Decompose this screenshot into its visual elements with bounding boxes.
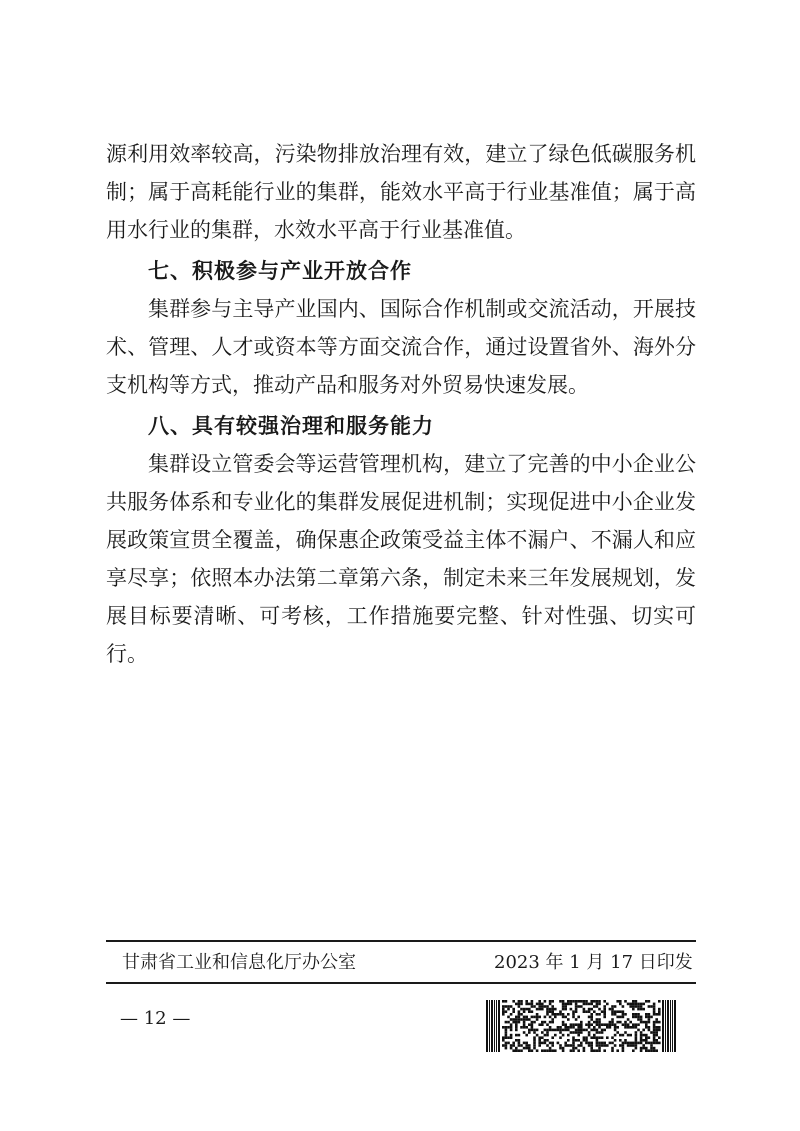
body-line: 源利用效率较高，污染物排放治理有效，建立了绿色低碳服务机 <box>106 142 696 166</box>
body-line: 展政策宣贯全覆盖，确保惠企政策受益主体不漏户、不漏人和应 <box>106 528 696 552</box>
body-line: 术、管理、人才或资本等方面交流合作，通过设置省外、海外分 <box>106 335 696 359</box>
barcode-2d-icon <box>486 1000 676 1052</box>
body-line: 展目标要清晰、可考核，工作措施要完整、针对性强、切实可 <box>106 604 696 628</box>
section-heading: 八、具有较强治理和服务能力 <box>148 414 434 438</box>
section-heading: 七、积极参与产业开放合作 <box>148 259 412 283</box>
footer-top-rule <box>106 940 696 942</box>
body-line: 用水行业的集群，水效水平高于行业基准值。 <box>106 218 526 242</box>
body-line: 集群参与主导产业国内、国际合作机制或交流活动，开展技 <box>148 297 696 321</box>
body-line: 享尽享；依照本办法第二章第六条，制定未来三年发展规划，发 <box>106 566 696 590</box>
page-number: — 12 — <box>120 1008 191 1029</box>
body-line: 行。 <box>106 642 148 666</box>
issue-date: 2023 年 1 月 17 日印发 <box>494 952 693 973</box>
issuer-name: 甘肃省工业和信息化厅办公室 <box>122 952 356 973</box>
body-line: 共服务体系和专业化的集群发展促进机制；实现促进中小企业发 <box>106 490 696 514</box>
body-line: 制；属于高耗能行业的集群，能效水平高于行业基准值；属于高 <box>106 180 696 204</box>
body-line: 集群设立管委会等运营管理机构，建立了完善的中小企业公 <box>148 452 696 476</box>
footer-bottom-rule <box>106 982 696 984</box>
body-line: 支机构等方式，推动产品和服务对外贸易快速发展。 <box>106 373 589 397</box>
